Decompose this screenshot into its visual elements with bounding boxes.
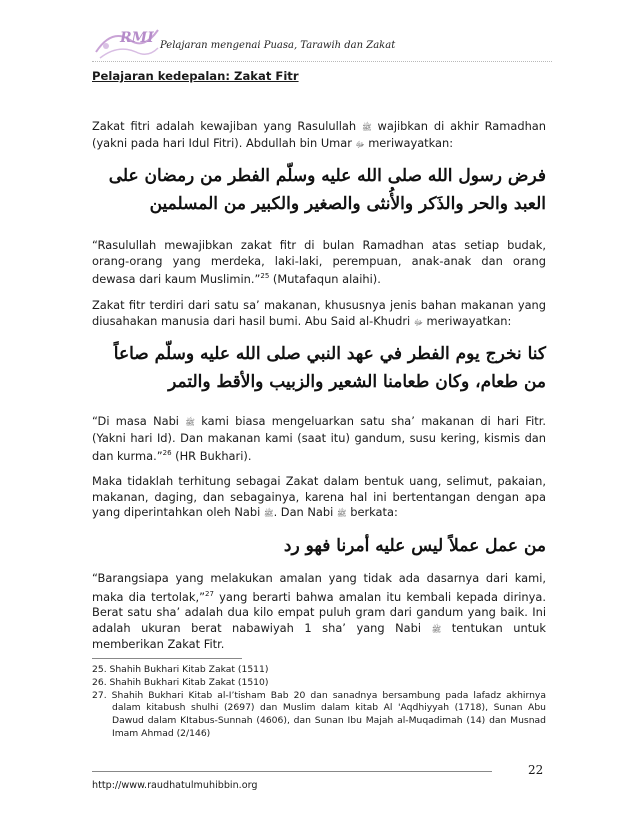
footnote-27: 27. Shahih Bukhari Kitab al-I’tisham Bab 20 dan sanadnya bersambung pada lafadz akhirnya dalam kitabush shulhi (2697) dan Muslim dalam kitab Al 'Aqdhiyyah (1718), Sunan Abu Dawud dalam KItabus-Sunnah (4606), dan Sunan Ibu Majah al-Muqadimah (14) dan Musnad Imam Ahmad (2/146) bbox=[92, 689, 546, 739]
section-heading: Pelajaran kedepalan: Zakat Fitr bbox=[92, 69, 299, 83]
radhiyallahu-icon: ﷻ bbox=[355, 139, 365, 149]
paragraph-zakat-fitr: Zakat fitr terdiri dari satu sa’ makanan, khususnya jenis bahan makanan yang diusahakan manusia dari hasil bumi. Abu Said al-Khudri ﷻ meriwayatkan: bbox=[92, 298, 546, 328]
footnote-25: 25. Shahih Bukhari Kitab Zakat (1511) bbox=[92, 664, 269, 675]
salawat-icon: ﷺ bbox=[185, 418, 195, 427]
radhiyallahu-icon: ﷻ bbox=[413, 317, 423, 327]
header-divider bbox=[92, 61, 552, 62]
footnote-26: 26. Shahih Bukhari Kitab Zakat (1510) bbox=[92, 676, 269, 688]
salawat-icon: ﷺ bbox=[263, 509, 274, 519]
header-title: Pelajaran mengenai Puasa, Tarawih dan Zakat bbox=[160, 40, 396, 51]
paragraph-translation-3: “Barangsiapa yang melakukan amalan yang tidak ada dasarnya dari kami, maka dia tertolak,”$^{27}$ yang berarti bahwa amalan itu kembali kepada dirinya. Berat satu sha’ adalah dua kilo empat puluh gram dari gandum yang baik. Ini adalah ukuran berat nabawiyah 1 sha’ yang Nabi ﷺ tentukan untuk memberikan Zakat Fitr. bbox=[92, 571, 546, 652]
page-number: 22 bbox=[528, 763, 544, 777]
footnotes bbox=[92, 664, 546, 741]
salawat-icon: ﷺ bbox=[362, 123, 372, 132]
footnote-divider bbox=[92, 658, 242, 659]
paragraph-translation-2: “Di masa Nabi ﷺ kami biasa mengeluarkan satu sha’ makanan di hari Fitr. (Yakni hari Id). Dan makanan kami (saat itu) gandum, susu kering, kismis dan dan kurma.”$^{26}$ (HR Bukhari). bbox=[92, 414, 546, 463]
arabic-hadith-1: فرض رسول الله صلى الله عليه وسلّم الفطر من رمضان على العبد والحر والذَكر والأُنثى والصغير والكبير من المسلمين bbox=[108, 166, 546, 214]
logo bbox=[92, 22, 162, 62]
page-header bbox=[92, 22, 552, 62]
footnote-ref-27[interactable]: 27 bbox=[205, 589, 214, 598]
salawat-icon: ﷺ bbox=[431, 624, 442, 634]
salawat-icon: ﷺ bbox=[336, 509, 347, 519]
footnote-ref-26[interactable]: 26 bbox=[162, 449, 172, 458]
paragraph-translation-1: “Rasulullah mewajibkan zakat fitr di bulan Ramadhan atas setiap budak, orang-orang yang merdeka, laki-laki, perempuan, anak-anak dan orang dewasa dari kaum Muslimin.”$^{25}$ (Mutafaqun alaihi). bbox=[92, 238, 546, 286]
footnote-ref-25[interactable]: 25 bbox=[260, 272, 270, 281]
logo-text: RMI bbox=[120, 30, 154, 46]
arabic-hadith-3: من عمل عملاً ليس عليه أمرنا فهو رد bbox=[283, 536, 546, 556]
arabic-hadith-2: كنا نخرج يوم الفطر في عهد النبي صلى الله عليه وسلّم صاعاً من طعام، وكان طعامنا الشعير والزبيب والأقط والتمر bbox=[113, 344, 546, 392]
footer-divider bbox=[92, 771, 492, 772]
paragraph-intro: Zakat fitri adalah kewajiban yang Rasulullah ﷺ wajibkan di akhir Ramadhan (yakni pada hari Idul Fitri). Abdullah bin Umar ﷻ meriwayatkan: bbox=[92, 119, 546, 150]
paragraph-explanation: Maka tidaklah terhitung sebagai Zakat dalam bentuk uang, selimut, pakaian, makanan, daging, dan sebagainya, karena hal ini bertentangan dengan apa yang diperintahkan oleh Nabi ﷺ. Dan Nabi ﷺ berkata: bbox=[92, 474, 546, 520]
footer-url-link[interactable]: http://www.raudhatulmuhibbin.org bbox=[92, 780, 258, 791]
